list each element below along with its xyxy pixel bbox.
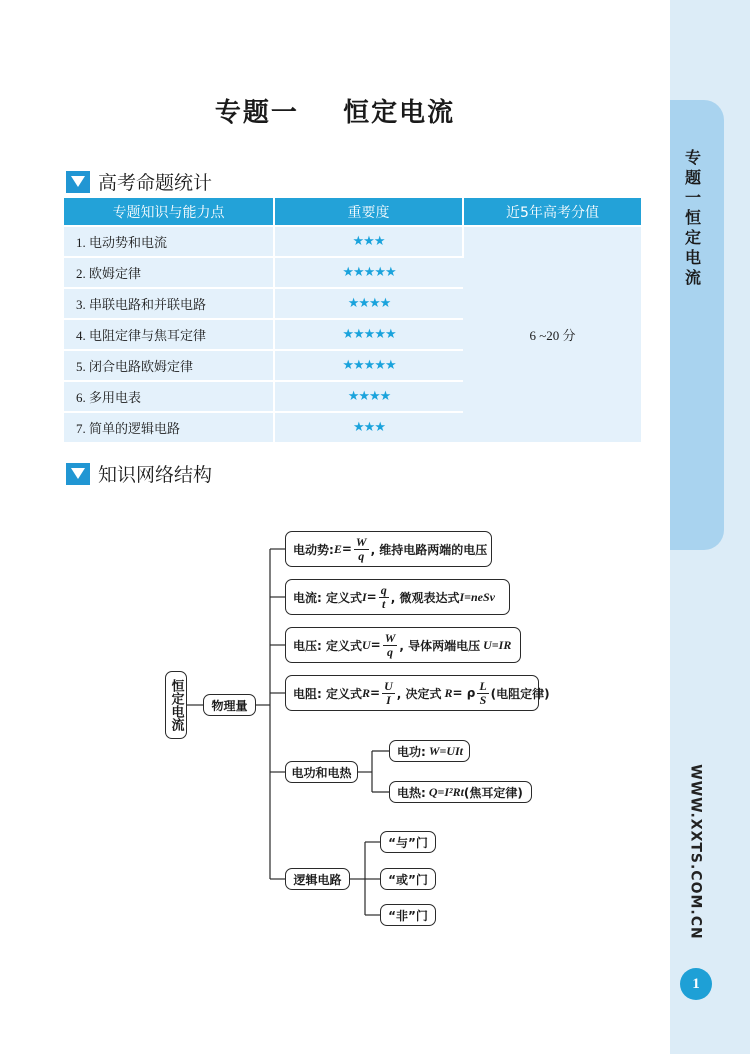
symbol: E [333,541,342,556]
node-resistance [285,675,550,711]
denominator: q [358,548,365,563]
node-voltage [285,627,521,663]
numerator: q [380,582,387,597]
numerator: U [384,678,393,693]
section-title: 知识网络结构 [98,464,213,486]
node-label: 电流: 定义式 [293,590,362,605]
node-label: 电热: [397,785,426,800]
equals: = [341,542,352,556]
equals: = [370,686,381,700]
symbol: R [444,685,453,700]
topic-cell: 2. 欧姆定律 [64,257,274,288]
denominator: S [479,692,487,707]
importance-stars: ★★★ [274,226,463,257]
table-header: 专题知识与能力点 [64,198,274,226]
node-electric-work [389,740,470,762]
denominator: t [382,596,386,611]
denominator: I [386,692,391,707]
node-label: 电压: 定义式 [293,638,362,653]
formula: I=neSv [459,589,495,604]
node-physical-quantity: 物理量 [203,694,256,716]
formula: Q=I²Rt [428,784,464,799]
node-desc: , 维持电路两端的电压 [370,542,488,557]
topic-cell: 5. 闭合电路欧姆定律 [64,350,274,381]
symbol: R [361,685,370,700]
node-emf [285,531,492,567]
node-not-gate: “非”门 [380,904,436,926]
numerator: W [355,534,367,549]
fraction [354,536,369,563]
importance-stars: ★★★★★ [274,319,463,350]
numerator: W [384,630,396,645]
node-label: 电阻: 定义式 [293,686,362,701]
topic-cell: 4. 电阻定律与焦耳定律 [64,319,274,350]
score-cell: 6 ~20 分 [463,226,641,442]
importance-stars: ★★★★★ [274,350,463,381]
table-header: 重要度 [274,198,463,226]
fraction [379,584,389,611]
node-or-gate: “或”门 [380,868,436,890]
node-label: 电功: [397,744,426,759]
symbol: I [361,589,367,604]
numerator: L [479,678,487,693]
page-title: 专题一 恒定电流 [214,98,456,128]
section-title: 高考命题统计 [98,172,213,194]
formula: U=IR [483,637,512,652]
formula: W=UIt [428,743,463,758]
node-tail: (电阻定律) [490,686,550,701]
importance-stars: ★★★★★ [274,257,463,288]
importance-stars: ★★★★ [274,288,463,319]
site-url-text: WWW.XXTS.COM.CN [688,764,704,940]
equals: = ρ [452,686,476,700]
topic-cell: 3. 串联电路和并联电路 [64,288,274,319]
topic-cell: 7. 简单的逻辑电路 [64,412,274,442]
fraction [477,680,488,707]
node-tail: (焦耳定律) [463,785,523,800]
node-logic-circuit: 逻辑电路 [285,868,350,890]
importance-stars: ★★★ [274,412,463,442]
mindmap-root: 恒定电流 [165,671,187,739]
importance-stars: ★★★★ [274,381,463,412]
symbol: U [361,637,371,652]
chapter-tab-label: 专题一 恒定电流 [684,148,701,287]
node-desc: , 决定式 [396,686,442,701]
fraction [383,632,398,659]
node-current [285,579,510,615]
node-electric-heat [389,781,532,803]
node-desc: , 微观表达式 [390,590,460,605]
equals: = [366,590,377,604]
table-header: 近5年高考分值 [463,198,641,226]
denominator: q [387,644,394,659]
page-number: 1 [680,968,712,1000]
node-desc: , 导体两端电压 [399,638,481,653]
topic-cell: 6. 多用电表 [64,381,274,412]
topic-cell: 1. 电动势和电流 [64,226,274,257]
node-label: 电动势: [293,542,334,557]
node-work-heat: 电功和电热 [285,761,358,783]
fraction [382,680,395,707]
node-and-gate: “与”门 [380,831,436,853]
equals: = [370,638,381,652]
